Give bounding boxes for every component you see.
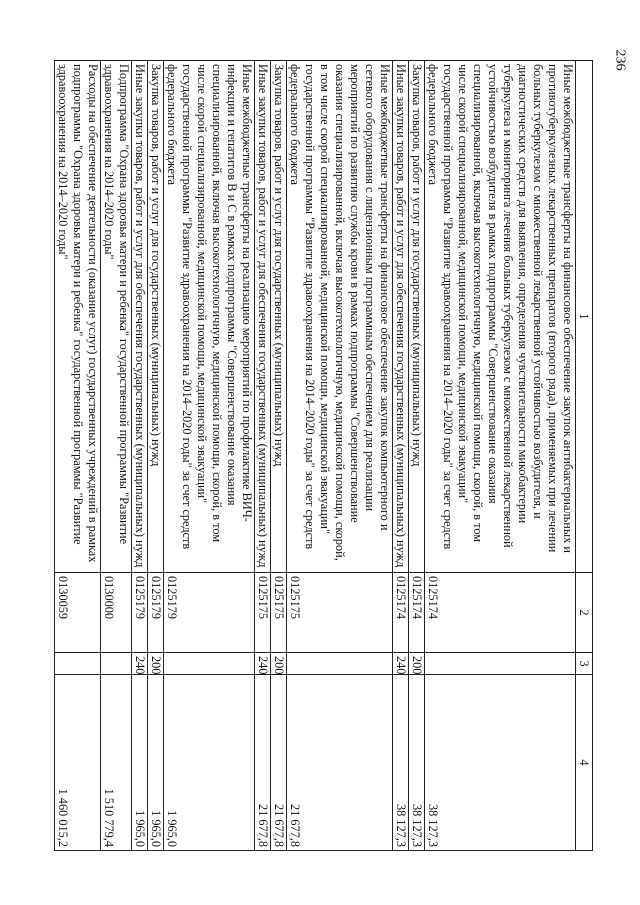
row-code: 0130059	[55, 573, 101, 653]
row-description: Закупка товаров, работ и услуг для государственных (муниципальных) нужд	[271, 61, 287, 573]
row-amount: 1 965,0	[132, 675, 148, 851]
table-row	[55, 61, 101, 851]
row-description: Расходы на обеспечение деятельности (оказание услуг) государственных учреждений в рамках подпрограммы "Охрана здоровья матери и ребенка" государственной программы "Развитие здравоохранения на 2014–2020 годы"	[55, 61, 101, 573]
row-amount: 1 965,0	[148, 675, 164, 851]
row-amount: 1 965,0	[164, 675, 255, 851]
row-expense-type: 200	[409, 653, 425, 675]
row-code: 0125175	[271, 573, 287, 653]
row-expense-type: 200	[271, 653, 287, 675]
row-description: Иные закупки товаров, работ и услуг для обеспечения государственных (муниципальных) нужд	[132, 61, 148, 573]
page-number: 236	[612, 49, 628, 71]
budget-table-container	[56, 60, 593, 850]
row-description: Иные межбюджетные трансферты на финансовое обеспечение закупок компьютерного и сетевого оборудования с лицензионным программным обеспечением для реализации мероприятий по развитию службы крови в рамках подпрограммы "Совершенствование оказания специализированной, включая высокотехнологичную, медицинской помощи, скорой, в том числе скорой специализированной, медицинской помощи, медицинской эвакуации" государственной программы "Развитие здравоохранения на 2014–2020 годы" за счет средств федерального бюджета	[287, 61, 393, 573]
row-expense-type: 240	[393, 653, 409, 675]
row-code: 0125179	[164, 573, 255, 653]
table-row	[287, 61, 393, 851]
header-col-4: 4	[576, 675, 593, 851]
row-description: Подпрограмма "Охрана здоровья матери и ребенка" государственной программы "Развитие здравоохранения на 2014–2020 годы"	[101, 61, 132, 573]
row-amount: 21 677,8	[287, 675, 393, 851]
row-amount: 38 127,3	[393, 675, 409, 851]
row-description: Закупка товаров, работ и услуг для государственных (муниципальных) нужд	[148, 61, 164, 573]
row-code: 0125174	[425, 573, 576, 653]
row-expense-type	[425, 653, 576, 675]
row-code: 0125179	[132, 573, 148, 653]
table-row	[271, 61, 287, 851]
table-row	[425, 61, 576, 851]
row-amount: 1 510 779,4	[101, 675, 132, 851]
row-code: 0125174	[409, 573, 425, 653]
header-col-3: 3	[576, 653, 593, 675]
header-col-2: 2	[576, 573, 593, 653]
table-row	[148, 61, 164, 851]
row-description: Закупка товаров, работ и услуг для государственных (муниципальных) нужд	[409, 61, 425, 573]
table-row	[101, 61, 132, 851]
row-expense-type	[55, 653, 101, 675]
row-amount: 1 460 015,2	[55, 675, 101, 851]
row-description: Иные межбюджетные трансферты на реализацию мероприятий по профилактике ВИЧ-инфекции и гепатитов В и С в рамках подпрограммы "Совершенствование оказания специализированной, включая высокотехнологичную, медицинской помощи, скорой, в том числе скорой специализированной, медицинской помощи, медицинской эвакуации" государственной программы "Развитие здравоохранения на 2014–2020 годы" за счет средств федерального бюджета	[164, 61, 255, 573]
table-row	[409, 61, 425, 851]
row-amount: 21 677,8	[255, 675, 271, 851]
header-col-1: 1	[576, 61, 593, 573]
row-code: 0125175	[287, 573, 393, 653]
row-amount: 38 127,3	[409, 675, 425, 851]
table-header-row	[576, 61, 593, 851]
row-expense-type: 240	[255, 653, 271, 675]
budget-table	[54, 60, 593, 851]
row-amount: 38 127,3	[425, 675, 576, 851]
row-code: 0125179	[148, 573, 164, 653]
table-row	[132, 61, 148, 851]
table-row	[255, 61, 271, 851]
row-description: Иные межбюджетные трансферты на финансовое обеспечение закупок антибактериальных и противотуберкулезных лекарственных препаратов (второго ряда), применяемых при лечении больных туберкулезом с множественной лекарственной устойчивостью возбудителя, и диагностических средств для выявления, определения чувствительности микобактерии туберкулеза и мониторинга лечения больных туберкулезом с множественной лекарственной устойчивостью возбудителя в рамках подпрограммы "Совершенствование оказания специализированной, включая высокотехнологичную, медицинской помощи, скорой, в том числе скорой специализированной, медицинской помощи, медицинской эвакуации" государственной программы "Развитие здравоохранения на 2014–2020 годы" за счет средств федерального бюджета	[425, 61, 576, 573]
row-code: 0130000	[101, 573, 132, 653]
table-row	[393, 61, 409, 851]
row-amount: 21 677,8	[271, 675, 287, 851]
row-expense-type	[287, 653, 393, 675]
row-expense-type	[164, 653, 255, 675]
row-code: 0125174	[393, 573, 409, 653]
row-code: 0125175	[255, 573, 271, 653]
table-row	[164, 61, 255, 851]
row-description: Иные закупки товаров, работ и услуг для обеспечения государственных (муниципальных) нужд	[255, 61, 271, 573]
row-expense-type	[101, 653, 132, 675]
row-expense-type: 200	[148, 653, 164, 675]
row-expense-type: 240	[132, 653, 148, 675]
row-description: Иные закупки товаров, работ и услуг для обеспечения государственных (муниципальных) нужд	[393, 61, 409, 573]
table-body	[55, 61, 576, 851]
